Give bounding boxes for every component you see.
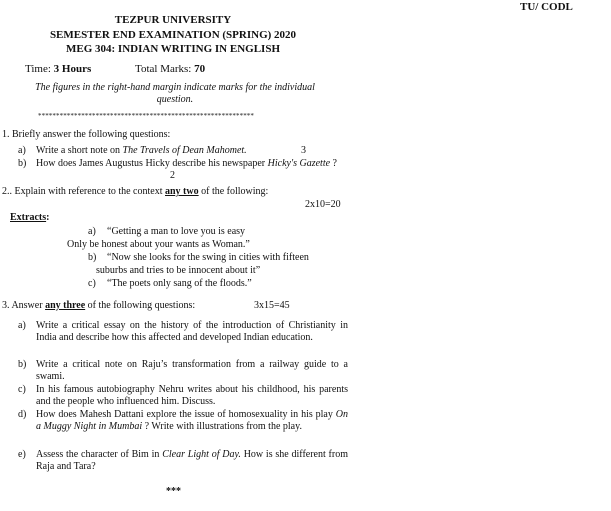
q2c-line1: “The poets only sang of the floods.” <box>107 278 252 289</box>
marks-label: Total Marks: <box>135 63 192 75</box>
q2b-line2: suburbs and tries to be innocent about it” <box>96 265 261 276</box>
marks-line <box>135 63 205 76</box>
time-line <box>25 63 91 76</box>
q1-text: 1. Briefly answer the following questions: <box>2 129 171 140</box>
star-divider: ************************************************************ <box>38 112 254 120</box>
paper-code: TU/ CODL <box>520 1 573 13</box>
q3a-label: a) <box>18 320 26 331</box>
marks-value: 70 <box>194 63 206 75</box>
extracts-heading: Extracts: <box>10 212 50 223</box>
time-label: Time: <box>25 63 51 75</box>
q2c-label: c) <box>88 278 96 289</box>
time-value: 3 Hours <box>53 63 92 75</box>
q1b-marks: 2 <box>170 170 175 181</box>
q1a-text: Write a short note on The Travels of Dean Mahomet. <box>36 145 247 156</box>
q3b-text: Write a critical note on Raju’s transformation from a railway guide to a swami. <box>36 359 348 382</box>
q1a-label: a) <box>18 145 26 156</box>
q3a-text: Write a critical essay on the history of the introduction of Christianity in India and describe how this affected and developed Indian education. <box>36 320 348 343</box>
footer-stars: *** <box>166 486 181 497</box>
q1b-label: b) <box>18 158 27 169</box>
exam-title: SEMESTER END EXAMINATION (SPRING) 2020 <box>49 29 297 41</box>
q3d-text: How does Mahesh Dattani explore the issue of homosexuality in his play On a Muggy Night in Mumbai ? Write with illustrations from the play. <box>36 409 348 432</box>
q2a-label: a) <box>88 226 96 237</box>
q2-marks: 2x10=20 <box>305 199 341 210</box>
q2-text: 2.. Explain with reference to the context any two of the following: <box>2 186 269 197</box>
q3e-label: e) <box>18 449 26 460</box>
q3e-text: Assess the character of Bim in Clear Light of Day. How is she different from Raja and Tara? <box>36 449 348 472</box>
q3b-label: b) <box>18 359 27 370</box>
q2a-line2: Only be honest about your wants as Woman.” <box>67 239 250 250</box>
q3d-label: d) <box>18 409 27 420</box>
q2b-label: b) <box>88 252 97 263</box>
q2b-line1: “Now she looks for the swing in cities with fifteen <box>107 252 309 263</box>
q3-marks: 3x15=45 <box>254 300 290 311</box>
q3c-text: In his famous autobiography Nehru writes about his childhood, his parents and the people who influenced him. Discuss. <box>36 384 348 407</box>
q2a-line1: “Getting a man to love you is easy <box>107 226 246 237</box>
course-title: MEG 304: INDIAN WRITING IN ENGLISH <box>65 43 281 55</box>
q1b-text: How does James Augustus Hicky describe his newspaper Hicky's Gazette ? <box>36 158 337 169</box>
instruction: The figures in the right-hand margin indicate marks for the individual question. <box>35 82 315 105</box>
university-name: TEZPUR UNIVERSITY <box>114 14 232 26</box>
q3-text: 3. Answer any three of the following questions: <box>2 300 196 311</box>
q1a-marks: 3 <box>301 145 306 156</box>
q3c-label: c) <box>18 384 26 395</box>
